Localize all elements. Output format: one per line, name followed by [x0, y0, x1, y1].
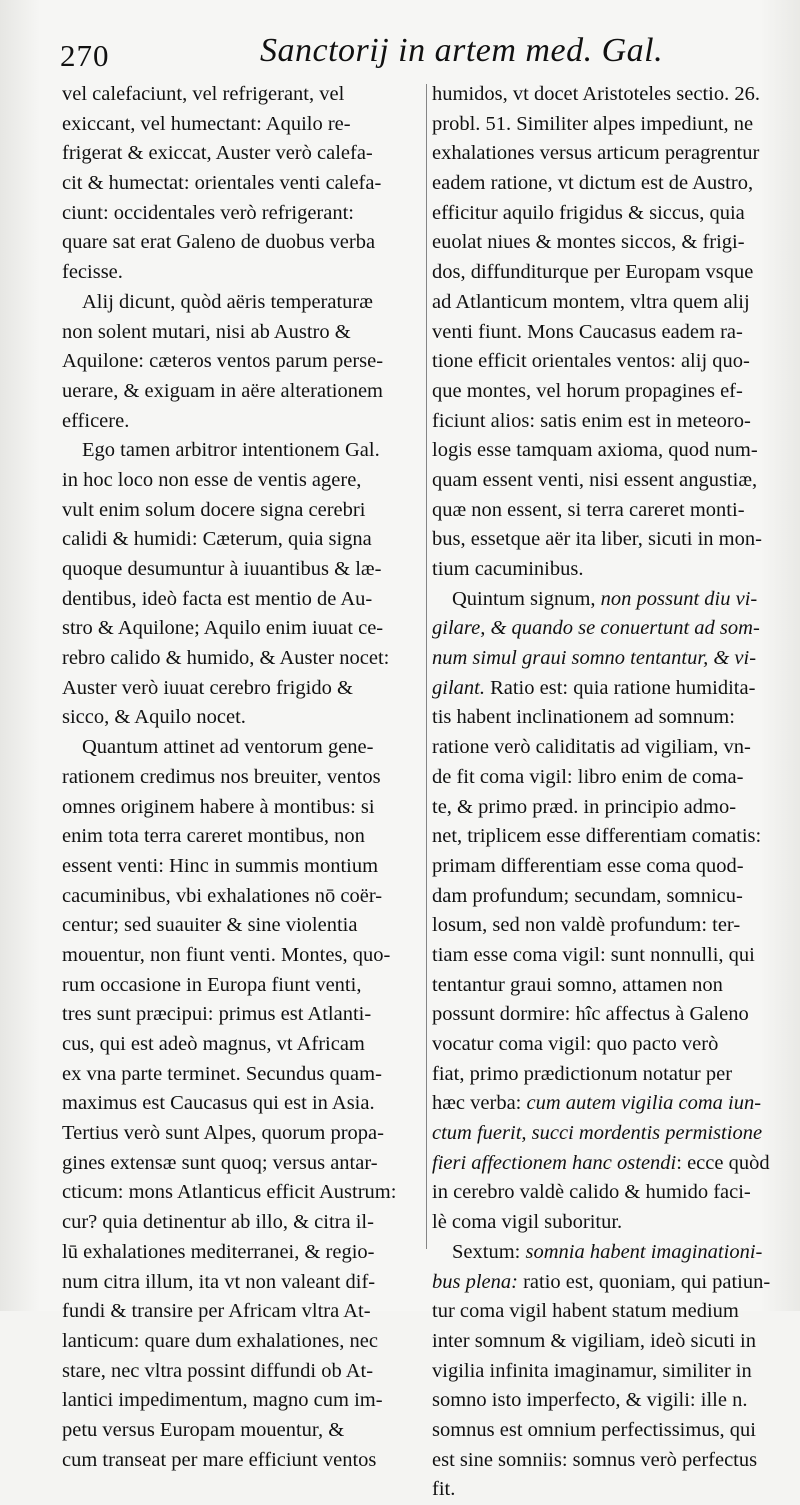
text-line: cit & humectat: orientales venti calefa-: [62, 172, 382, 195]
text-segment: de fit coma vigil: libro enim de coma-: [432, 765, 744, 788]
text-line: tres sunt præcipui: primus est Atlanti-: [62, 1003, 372, 1026]
text-line: [432, 377, 794, 407]
text-line: fecisse.: [62, 261, 123, 284]
text-line: [432, 1060, 794, 1090]
text-segment: euolat niues & montes siccos, & frigi-: [432, 231, 745, 254]
text-segment: possunt dormire: hîc affectus à Galeno: [432, 1003, 749, 1026]
text-segment: Sextum:: [452, 1240, 526, 1263]
text-line: in hoc loco non esse de ventis agere,: [62, 468, 362, 491]
text-segment: bus, essetque aër ita liber, sicuti in mon-: [432, 528, 762, 551]
text-segment: dos, diffunditurque per Europam vsque: [432, 261, 754, 284]
italic-text-segment: fieri affectionem hanc ostendi: [432, 1151, 677, 1174]
text-segment: primam differentiam esse coma quod-: [432, 854, 744, 877]
text-line: efficere.: [62, 409, 130, 432]
text-line: [432, 1000, 794, 1030]
right-text-column: [432, 80, 794, 1505]
text-line: [432, 1238, 794, 1268]
text-line: [432, 199, 794, 229]
text-line: cticum: mons Atlanticus efficit Austrum:: [62, 1181, 397, 1204]
italic-text-segment: gilant.: [432, 676, 485, 699]
text-line: Auster verò iuuat cerebro frigido &: [62, 676, 353, 699]
italic-text-segment: cum autem vigilia coma iun-: [526, 1092, 762, 1115]
text-line: [432, 318, 794, 348]
text-line: [432, 971, 794, 1001]
text-line: petu versus Europam mouentur, &: [62, 1418, 345, 1441]
text-line: ciunt: occidentales verò refrigerant:: [62, 201, 354, 224]
text-line: [432, 555, 794, 585]
text-line: quare sat erat Galeno de duobus verba: [62, 231, 376, 254]
text-line: [432, 1119, 794, 1149]
text-segment: Quintum signum,: [452, 587, 601, 610]
text-segment: ad Atlanticum montem, vltra quem alij: [432, 290, 750, 313]
text-line: [432, 1268, 794, 1298]
text-line: [432, 1149, 794, 1179]
text-segment: ficiunt alios: satis enim est in meteoro-: [432, 409, 751, 432]
text-segment: somnus est omnium perfectissimus, qui: [432, 1418, 756, 1441]
text-segment: vigilia infinita imaginamur, similiter in: [432, 1359, 752, 1382]
text-line: [432, 1416, 794, 1446]
text-line: [432, 288, 794, 318]
text-line: [432, 169, 794, 199]
text-line: [432, 674, 794, 704]
text-line: [432, 1208, 794, 1238]
text-segment: logis esse tamquam axioma, quod num-: [432, 439, 758, 462]
text-line: num citra illum, ita vt non valeant dif-: [62, 1270, 376, 1293]
text-line: [432, 110, 794, 140]
text-line: [432, 1446, 794, 1476]
text-segment: est sine somniis: somnus verò perfectus: [432, 1448, 758, 1471]
text-line: cus, qui est adeò magnus, vt Africam: [62, 1033, 365, 1055]
text-segment: tentantur graui somno, attamen non: [432, 973, 723, 996]
text-line: [432, 703, 794, 733]
text-line: [432, 80, 794, 110]
text-line: [432, 941, 794, 971]
text-segment: : ecce quòd: [676, 1151, 770, 1174]
text-line: [432, 822, 794, 852]
page-header: [60, 30, 780, 82]
text-line: stare, nec vltra possint diffundi ob At-: [62, 1359, 374, 1382]
text-line: cur? quia detinentur ab illo, & citra il-: [62, 1211, 374, 1234]
left-text-column: [62, 80, 424, 1475]
text-segment: tur coma vigil habent statum medium: [432, 1300, 739, 1323]
text-segment: tium cacuminibus.: [432, 558, 584, 580]
text-line: [432, 882, 794, 912]
text-segment: fiat, primo prædictionum notatur per: [432, 1062, 733, 1085]
italic-text-segment: bus plena:: [432, 1270, 518, 1293]
text-segment: tiam esse coma vigil: sunt nonnulli, qui: [432, 943, 755, 966]
running-head: Sanctorij in artem med. Gal.: [260, 32, 664, 69]
text-segment: que montes, vel horum propagines ef-: [432, 379, 743, 402]
text-segment: tis habent inclinationem ad somnum:: [432, 706, 735, 729]
text-line: [432, 1357, 794, 1387]
italic-text-segment: num simul graui somno tentantur, & vi-: [432, 647, 757, 670]
text-line: [432, 852, 794, 882]
text-segment: net, triplicem esse differentiam comatis:: [432, 825, 762, 848]
text-line: [432, 644, 794, 674]
text-segment: eadem ratione, vt dictum est de Austro,: [432, 172, 754, 195]
text-line: [432, 793, 794, 823]
text-line: cacuminibus, vbi exhalationes nō coër-: [62, 884, 383, 907]
text-line: lantici impedimentum, magno cum im-: [62, 1389, 383, 1412]
text-segment: ratio est, quoniam, qui patiun-: [517, 1270, 771, 1293]
text-line: enim tota terra careret montibus, non: [62, 825, 365, 848]
text-line: [432, 525, 794, 555]
text-line: rum occasione in Europa fiunt venti,: [62, 973, 362, 996]
text-line: Ego tamen arbitror intentionem Gal.: [82, 439, 380, 462]
text-line: calidi & humidi: Cæterum, quia signa: [62, 528, 372, 551]
text-line: rebro calido & humido, & Auster nocet:: [62, 647, 390, 670]
text-line: quoque desumuntur à iuuantibus & læ-: [62, 558, 382, 580]
text-line: [432, 496, 794, 526]
text-line: rationem credimus nos breuiter, ventos: [62, 765, 381, 788]
text-segment: quæ non essent, si terra careret monti-: [432, 498, 745, 521]
text-segment: ratione verò caliditatis ad vigiliam, vn-: [432, 736, 751, 759]
text-segment: Ratio est: quia ratione humidita-: [484, 676, 756, 699]
text-line: [432, 228, 794, 258]
text-line: [432, 585, 794, 615]
text-segment: exhalationes versus articum peragrentur: [432, 142, 760, 165]
text-line: essent venti: Hinc in summis montium: [62, 854, 379, 877]
text-line: fundi & transire per Africam vltra At-: [62, 1300, 371, 1323]
text-segment: fit.: [432, 1478, 456, 1501]
text-segment: in cerebro valdè calido & humido faci-: [432, 1181, 751, 1204]
text-line: [432, 1089, 794, 1119]
column-divider: [426, 84, 427, 1249]
text-line: mouentur, non fiunt venti. Montes, quo-: [62, 943, 391, 966]
text-line: [432, 1178, 794, 1208]
italic-text-segment: gilare, & quando se conuertunt ad som-: [432, 617, 760, 640]
text-line: [432, 258, 794, 288]
text-line: centur; sed suauiter & sine violentia: [62, 914, 358, 937]
text-line: omnes originem habere à montibus: si: [62, 795, 375, 818]
text-line: [432, 763, 794, 793]
text-line: sicco, & Aquilo nocet.: [62, 706, 246, 729]
text-line: ex vna parte terminet. Secundus quam-: [62, 1062, 382, 1085]
text-line: [432, 1030, 794, 1060]
text-line: [432, 614, 794, 644]
text-segment: quam essent venti, nisi essent angustiæ,: [432, 468, 758, 491]
text-segment: dam profundum; secundam, somnicu-: [432, 884, 743, 907]
text-line: uerare, & exiguam in aëre alterationem: [62, 379, 384, 402]
text-segment: humidos, vt docet Aristoteles sectio. 26.: [432, 83, 760, 105]
text-line: lū exhalationes mediterranei, & regio-: [62, 1240, 375, 1263]
text-segment: vocatur coma vigil: quo pacto verò: [432, 1033, 719, 1055]
text-line: non solent mutari, nisi ab Austro &: [62, 320, 351, 343]
text-line: [432, 139, 794, 169]
text-line: [432, 1386, 794, 1416]
text-line: [432, 436, 794, 466]
text-line: [432, 407, 794, 437]
page-number: 270: [60, 38, 110, 73]
italic-text-segment: somnia habent imaginationi-: [525, 1240, 763, 1263]
text-line: [432, 466, 794, 496]
text-segment: hæc verba:: [432, 1092, 527, 1115]
text-line: exiccant, vel humectant: Aquilo re-: [62, 112, 351, 135]
text-segment: te, & primo præd. in principio admo-: [432, 795, 737, 818]
text-line: gines extensæ sunt quoq; versus antar-: [62, 1151, 378, 1174]
text-segment: inter somnum & vigiliam, ideò sicuti in: [432, 1329, 756, 1352]
text-line: lanticum: quare dum exhalationes, nec: [62, 1329, 378, 1352]
text-line: [432, 347, 794, 377]
text-line: dentibus, ideò facta est mentio de Au-: [62, 587, 373, 610]
text-line: [432, 1327, 794, 1357]
italic-text-segment: ctum fuerit, succi mordentis permistione: [432, 1122, 763, 1145]
text-segment: somno isto imperfecto, & vigili: ille n.: [432, 1389, 748, 1412]
text-line: Alij dicunt, quòd aëris temperaturæ: [82, 290, 373, 313]
text-line: Tertius verò sunt Alpes, quorum propa-: [62, 1122, 384, 1145]
text-line: cum transeat per mare efficiunt ventos: [62, 1448, 377, 1471]
text-line: maximus est Caucasus qui est in Asia.: [62, 1092, 375, 1115]
text-line: vel calefaciunt, vel refrigerant, vel: [62, 83, 345, 105]
text-line: stro & Aquilone; Aquilo enim iuuat ce-: [62, 617, 384, 640]
text-line: [432, 1297, 794, 1327]
text-segment: efficitur aquilo frigidus & siccus, quia: [432, 201, 745, 224]
text-line: Quantum attinet ad ventorum gene-: [82, 736, 374, 759]
italic-text-segment: non possunt diu vi-: [600, 587, 758, 610]
text-line: [432, 1475, 794, 1505]
text-segment: losum, sed non valdè profundum: ter-: [432, 914, 741, 937]
text-segment: lè coma vigil suboritur.: [432, 1211, 623, 1234]
text-line: vult enim solum docere signa cerebri: [62, 498, 366, 521]
text-line: [432, 911, 794, 941]
text-line: frigerat & exiccat, Auster verò calefa-: [62, 142, 373, 165]
text-segment: probl. 51. Similiter alpes impediunt, ne: [432, 112, 754, 135]
text-line: [432, 733, 794, 763]
text-segment: venti fiunt. Mons Caucasus eadem ra-: [432, 320, 743, 343]
text-segment: tione efficit orientales ventos: alij quo-: [432, 350, 750, 373]
text-line: Aquilone: cæteros ventos parum perse-: [62, 350, 384, 373]
